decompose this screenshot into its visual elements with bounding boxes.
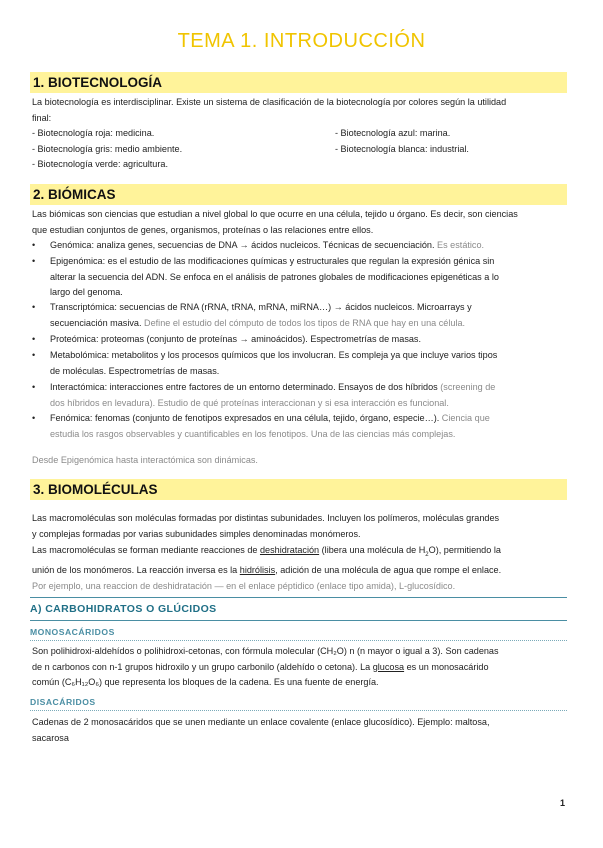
list-item: - Biotecnología roja: medicina. [32, 128, 155, 138]
text-line: común (C₆H₁₂O₆) que representa los bloques de la cadena. Es una fuente de energía. [32, 677, 379, 688]
list-item: - Biotecnología azul: marina. [335, 128, 451, 138]
bullet-icon: • [32, 256, 36, 266]
list-item: - Biotecnología blanca: industrial. [335, 143, 469, 154]
text-line: Las biómicas son ciencias que estudian a nivel global lo que ocurre en una célula, tejido u órgano. Es decir, son ciencias [32, 209, 518, 219]
list-item-fenomica [32, 411, 564, 442]
list-item-metabolomica [32, 348, 564, 379]
biotecnologia-intro [32, 95, 564, 126]
list-item-genomica [32, 238, 564, 254]
bullet-icon: • [32, 350, 36, 360]
biomoleculas-p1 [32, 511, 564, 542]
grey-note: Define el estudio del cómputo de todos los tipos de RNA que hay en una célula. [144, 317, 466, 328]
text-span: de n carbonos con n-1 grupos hidroxilo y un grupo carbonilo (aldehído o cetona). La [32, 661, 373, 672]
monosacaridos-text [32, 644, 564, 691]
list-item-interactomica [32, 380, 564, 411]
text-span: O), permitiendo la [428, 545, 501, 555]
text-span: Interactómica: interacciones entre factores de un entorno determinado. Ensayos de dos híbridos [50, 382, 438, 392]
text-line: de moléculas. Espectrometrías de masas. [50, 365, 220, 376]
divider [30, 710, 567, 711]
list-item: - Biotecnología verde: agricultura. [32, 159, 168, 170]
disacaridos-text [32, 715, 564, 746]
text-line: Proteómica: proteomas (conjunto de proteínas → aminoácidos). Espectrometrías de masas. [50, 334, 421, 344]
bullet-icon: • [32, 413, 36, 423]
text-line: final: [32, 112, 52, 123]
text-line: alterar la secuencia del ADN. Se enfoca en el análisis de patrones globales de modificaciones epigenéticas a lo [50, 271, 499, 282]
term-glucosa: glucosa [372, 661, 405, 672]
text-line: sacarosa [32, 732, 69, 743]
grey-note: dos híbridos en levadura). Estudio de qué proteínas interaccionan y si esa interacción es funcional. [50, 397, 449, 408]
grey-note: Ciencia que [441, 413, 490, 423]
grey-note: Por ejemplo, una reaccion de deshidratación — en el enlace péptidico (enlace tipo amida), L-glucosídico. [32, 581, 456, 591]
bullet-icon: • [32, 334, 36, 344]
text-span: (libera una molécula de H [319, 545, 426, 555]
list-item-proteomica [32, 332, 564, 348]
list-item: - Biotecnología gris: medio ambiente. [32, 143, 183, 154]
page-number: 1 [559, 798, 565, 808]
grey-note: estudia los rasgos observables y cuantificables en los fenotipos. Una de las ciencias más complejas. [50, 428, 456, 439]
text-line: largo del genoma. [50, 287, 123, 298]
term-hidrolisis: hidrólisis [239, 565, 276, 576]
bullet-icon: • [32, 302, 36, 312]
text-line: Cadenas de 2 monosacáridos que se unen mediante un enlace covalente (enlace glucosídico). Ejemplo: maltosa, [32, 717, 490, 727]
text-line: y complejas formadas por varias subunidades simples denominadas monómeros. [32, 528, 361, 539]
heading-disacaridos: DISACÁRIDOS [30, 697, 96, 707]
biomoleculas-p2 [32, 543, 564, 595]
term-deshidratacion: deshidratación [259, 545, 320, 555]
page-title: TEMA 1. INTRODUCCIÓN [177, 30, 426, 52]
color-list-left [32, 126, 182, 173]
text-line: Epigenómica: es el estudio de las modificaciones químicas y estructurales que regulan la expresión génica sin [50, 256, 495, 266]
grey-note: Es estático. [437, 240, 485, 250]
subsection-carbohidratos: A) CARBOHIDRATOS O GLÚCIDOS [30, 603, 217, 615]
color-list-right [335, 126, 469, 157]
text-span: Fenómica: fenomas (conjunto de fenotipos expresados en una célula, tejido, órgano, especie…). [50, 413, 440, 423]
grey-note: (screening de [440, 382, 496, 392]
text-line: Las macromoléculas son moléculas formadas por distintas subunidades. Incluyen los polímeros, moléculas grandes [32, 513, 500, 523]
text-line: Transcriptómica: secuencias de RNA (rRNA, tRNA, mRNA, miRNA…) → ácidos nucleicos. Microarrays y [50, 302, 472, 312]
text-line: Metabolómica: metabolitos y los procesos químicos que los involucran. Es compleja ya que incluye varios tipos [50, 350, 498, 360]
divider [30, 597, 567, 598]
text-line: Son polihidroxi-aldehídos o polihidroxi-cetonas, con fórmula molecular (CH₂O) n (n mayor o igual a 3). Son cadenas [32, 646, 499, 656]
text-span: Genómica: analiza genes, secuencias de DNA → ácidos nucleicos. Técnicas de secuenciación. [50, 240, 435, 250]
text-span: Las macromoléculas se forman mediante reacciones de [32, 545, 260, 555]
text-line: que estudian conjuntos de genes, organismos, proteínas o las relaciones entre ellos. [32, 224, 374, 235]
divider [30, 620, 567, 621]
bullet-icon: • [32, 240, 36, 250]
section-heading-biomicas: 2. BIÓMICAS [30, 184, 567, 205]
biomicas-intro [32, 207, 564, 238]
subscript: 2 [425, 551, 429, 558]
divider [30, 640, 567, 641]
heading-monosacaridos: MONOSACÁRIDOS [30, 627, 115, 637]
text-line: La biotecnología es interdisciplinar. Existe un sistema de clasificación de la biotecnología por colores según la utilidad [32, 97, 507, 107]
bullet-icon: • [32, 382, 36, 392]
text-span: secuenciación masiva. [50, 317, 142, 328]
text-span: , adición de una molécula de agua que rompe el enlace. [275, 565, 502, 576]
text-span: unión de los monómeros. La reacción inversa es la [32, 565, 240, 576]
section-heading-biomoleculas: 3. BIOMOLÉCULAS [30, 479, 567, 500]
list-item-transcriptomica [32, 300, 564, 331]
section-heading-biotecnologia: 1. BIOTECNOLOGÍA [30, 72, 567, 93]
dynamic-note: Desde Epigenómica hasta interactómica son dinámicas. [32, 455, 258, 465]
text-span: es un monosacárido [404, 661, 489, 672]
list-item-epigenomica [32, 254, 564, 301]
